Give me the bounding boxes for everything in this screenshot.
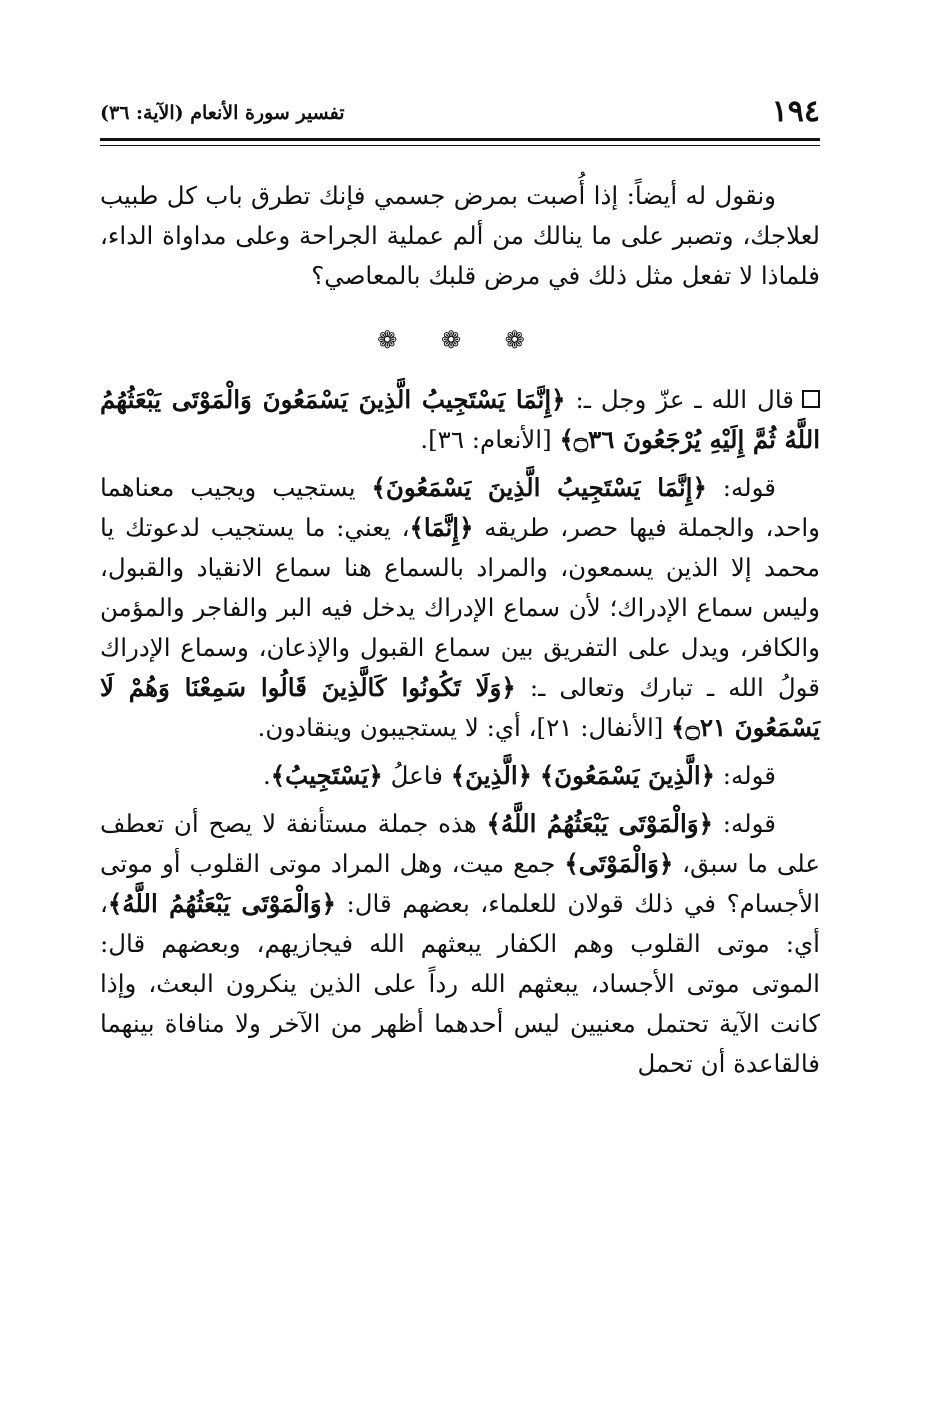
para1-text-1: يستجيب ويجيب معناهما واحد، والجملة فيها حصر، طريقه: [100, 473, 820, 542]
para3-quote-3: ﴿وَالْمَوْتَى يَبْعَثُهُمُ اللَّهُ﴾: [107, 889, 336, 918]
para2-text-1: فاعلُ: [382, 761, 451, 790]
para1-quote-1: ﴿إِنَّمَا يَسْتَجِيبُ الَّذِينَ يَسْمَعُونَ﴾: [371, 473, 707, 502]
running-title: تفسير سورة الأنعام (الآية: ٣٦): [100, 102, 345, 124]
para1-text-2: ، يعني: ما يستجيب لدعوتك يا محمد إلا الذين يسمعون، والمراد بالسماع هنا سماع الانقياد والقبول، وليس سماع الإدراك؛ لأن سماع الإدراك يدخل فيه البر والفاجر والمؤمن والكافر، ويدل على التفريق بين سماع القبول والإذعان، وسماع الإدراك قولُ الله ـ تبارك وتعالى ـ:: [100, 513, 820, 702]
verse-text: ﴿إِنَّمَا يَسْتَجِيبُ الَّذِينَ يَسْمَعُونَ وَالْمَوْتَى يَبْعَثُهُمُ اللَّهُ ثُمَّ إِلَيْهِ يُرْجَعُونَ ۝٣٦﴾: [100, 385, 820, 454]
para2-text-2: .: [262, 761, 271, 790]
verse-lead: قال الله ـ عزّ وجل ـ:: [565, 385, 795, 414]
verse-paragraph: [100, 380, 820, 460]
para1-quote-3: ﴿وَلَا تَكُونُوا كَالَّذِينَ قَالُوا سَمِعْنَا وَهُمْ لَا يَسْمَعُونَ ۝٢١﴾: [100, 673, 820, 742]
commentary-paragraph-2: [100, 756, 820, 796]
intro-paragraph: ونقول له أيضاً: إذا أُصبت بمرض جسمي فإنك تطرق باب كل طبيب لعلاجك، وتصبر على ما ينالك من ألم عملية الجراحة وعلى مداواة الداء، فلماذا لا تفعل مثل ذلك في مرض قلبك بالمعاصي؟: [100, 181, 820, 290]
page-body: [100, 176, 820, 1084]
verse-citation: [الأنعام: ٣٦].: [420, 425, 560, 454]
para1-lead: قوله:: [706, 473, 776, 502]
para3-text-1: هذه جملة مستأنفة لا يصح أن تعطف على ما سبق،: [100, 809, 820, 878]
para1-quote-2: ﴿إِنَّمَا﴾: [409, 513, 474, 542]
page-header: [100, 92, 820, 136]
para2-quote-1: ﴿الَّذِينَ يَسْمَعُونَ﴾: [539, 761, 715, 790]
para3-quote-1: ﴿وَالْمَوْتَى يَبْعَثُهُمُ اللَّهُ﴾: [486, 809, 713, 838]
para1-text-3: [الأنفال: ٢١]، أي: لا يستجيبون وينقادون.: [257, 713, 672, 742]
section-separator: ❁ ❁ ❁: [377, 326, 543, 354]
para3-text-3: ، أي: موتى القلوب وهم الكفار يبعثهم الله فيجازيهم، وبعضهم قال: الموتى موتى الأجساد، يبعثهم الله رداً على الذين ينكرون البعث، وإذا كانت الآية تحتمل معنيين ليس أحدهما أظهر من الآخر ولا منافاة بينهما فالقاعدة أن تحمل: [100, 889, 820, 1078]
header-rule-thin: [100, 145, 820, 146]
commentary-paragraph-1: [100, 468, 820, 748]
para3-lead: قوله:: [713, 809, 776, 838]
page-number: ١٩٤: [771, 94, 820, 129]
commentary-paragraph-3: [100, 804, 820, 1084]
para2-quote-3: ﴿يَسْتَجِيبُ﴾: [270, 761, 383, 790]
para2-quote-2: ﴿الَّذِينَ﴾: [450, 761, 533, 790]
para2-space: [532, 761, 540, 790]
square-bullet-icon: [802, 390, 820, 408]
header-rule-thick: [100, 138, 820, 141]
para3-text-2: جمع ميت، وهل المراد موتى القلوب أو موتى الأجسام؟ في ذلك قولان للعلماء، بعضهم قال:: [100, 849, 820, 918]
para3-quote-2: ﴿وَالْمَوْتَى﴾: [564, 849, 674, 878]
para2-lead: قوله:: [714, 761, 776, 790]
